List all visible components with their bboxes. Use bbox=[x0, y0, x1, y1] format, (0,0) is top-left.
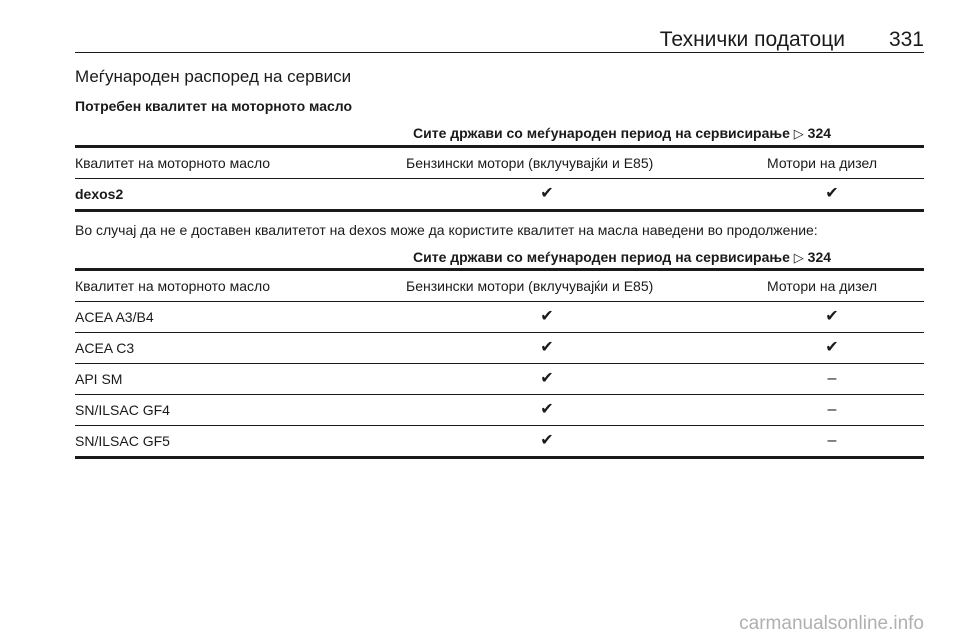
table-row bbox=[75, 179, 924, 209]
petrol-check-icon: ✔ bbox=[540, 370, 554, 387]
table-row bbox=[75, 302, 924, 333]
table-row bbox=[75, 364, 924, 395]
diesel-dash: – bbox=[827, 401, 837, 418]
table-row bbox=[75, 333, 924, 364]
reference-arrow-icon: ▷ bbox=[793, 126, 804, 141]
table-row bbox=[75, 426, 924, 456]
reference-arrow-icon: ▷ bbox=[793, 250, 804, 265]
site-watermark: carmanualsonline.info bbox=[739, 613, 924, 634]
diesel-check-icon: ✔ bbox=[825, 185, 839, 202]
petrol-check-icon: ✔ bbox=[540, 339, 554, 356]
table-header-row bbox=[75, 148, 924, 179]
oil-quality-name: ACEA C3 bbox=[75, 340, 135, 356]
table-body bbox=[75, 268, 924, 459]
page-reference-link[interactable]: 324 bbox=[807, 249, 832, 265]
caption-text: Сите држави со меѓународен период на сервисирање bbox=[413, 249, 790, 265]
section-title: Меѓународен распоред на сервиси bbox=[75, 67, 352, 86]
oil-quality-name: SN/ILSAC GF4 bbox=[75, 402, 170, 418]
column-header-quality: Квалитет на моторното масло bbox=[75, 155, 271, 171]
page-number: 331 bbox=[888, 28, 924, 51]
column-header-diesel: Мотори на дизел bbox=[767, 155, 877, 171]
subheading: Потребен квалитет на моторното масло bbox=[75, 98, 353, 114]
column-header-quality: Квалитет на моторното масло bbox=[75, 278, 271, 294]
petrol-check-icon: ✔ bbox=[540, 308, 554, 325]
table-body bbox=[75, 145, 924, 212]
table-caption bbox=[413, 249, 831, 266]
table-header-row bbox=[75, 271, 924, 302]
column-header-petrol: Бензински мотори (вклучувајќи и E85) bbox=[406, 155, 654, 171]
diesel-dash: – bbox=[827, 432, 837, 449]
page-header bbox=[75, 28, 924, 53]
diesel-check-icon: ✔ bbox=[825, 339, 839, 356]
table-row bbox=[75, 395, 924, 426]
oil-quality-name: dexos2 bbox=[75, 186, 124, 202]
petrol-check-icon: ✔ bbox=[540, 432, 554, 449]
page-reference-link[interactable]: 324 bbox=[807, 125, 832, 141]
chapter-title: Технички податоци bbox=[659, 28, 845, 51]
petrol-check-icon: ✔ bbox=[540, 401, 554, 418]
oil-quality-name: ACEA A3/B4 bbox=[75, 309, 154, 325]
diesel-check-icon: ✔ bbox=[825, 308, 839, 325]
diesel-dash: – bbox=[827, 370, 837, 387]
petrol-check-icon: ✔ bbox=[540, 185, 554, 202]
column-header-diesel: Мотори на дизел bbox=[767, 278, 877, 294]
note-paragraph: Во случај да не е доставен квалитетот на dexos може да користите квалитет на масла наведени во продолжение: bbox=[75, 222, 818, 238]
column-header-petrol: Бензински мотори (вклучувајќи и E85) bbox=[406, 278, 654, 294]
oil-quality-name: API SM bbox=[75, 371, 123, 387]
table-caption bbox=[413, 125, 831, 142]
oil-quality-name: SN/ILSAC GF5 bbox=[75, 433, 170, 449]
caption-text: Сите држави со меѓународен период на сервисирање bbox=[413, 125, 790, 141]
